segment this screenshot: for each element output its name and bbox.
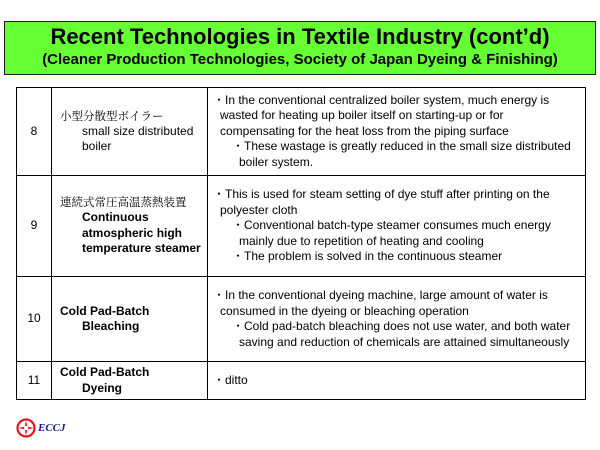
description-bullet: ・Conventional batch-type steamer consumes much energy mainly due to repetition of heating and cooling [232,218,551,248]
technology-description [208,176,586,277]
description-bullet: ・In the conventional dyeing machine, large amount of water is consumed in the dyeing or bleaching operation [213,288,548,318]
technology-name-en: Cold Pad-Batch [60,365,150,379]
table-row [17,176,586,277]
logo-text: ECCJ [38,422,66,434]
description-bullet: ・These wastage is greatly reduced in the small size distributed boiler system. [232,139,571,169]
technology-name-en: Dyeing [82,380,123,395]
technology-description [208,88,586,176]
technology-table [16,87,586,400]
row-number: 11 [17,362,52,400]
technology-description [208,362,586,400]
row-number: 10 [17,277,52,362]
row-number: 9 [17,176,52,277]
technology-name-en: Cold Pad-Batch [60,303,150,318]
page-subtitle: (Cleaner Production Technologies, Society of Japan Dyeing & Finishing) [42,51,558,68]
description-bullet: ・Cold pad-batch bleaching does not use water, and both water saving and reduction of chemicals are attained simultaneously [232,319,571,349]
table-row [17,88,586,176]
table-row [17,277,586,362]
technology-name-en: Bleaching [82,319,140,333]
title-banner [4,21,596,75]
table-row [17,362,586,400]
technology-description [208,277,586,362]
technology-name-cell [52,277,208,362]
technology-name-en: small size distributed boiler [82,123,194,153]
description-bullet: ・This is used for steam setting of dye stuff after printing on the polyester cloth [213,187,550,217]
technology-name-cell [52,362,208,400]
technology-name-cell [52,176,208,277]
technology-name-cell [52,88,208,176]
description-bullet: ・The problem is solved in the continuous steamer [232,249,503,264]
technology-name-jp: 連続式常圧高温蒸熱装置 [60,195,187,210]
description-bullet: ・ditto [213,372,248,387]
technology-name-jp: 小型分散型ボイラー [60,108,164,123]
eccj-logo [16,418,66,438]
row-number: 8 [17,88,52,176]
page-title: Recent Technologies in Textile Industry (cont’d) [50,24,550,49]
technology-name-en: Continuous atmospheric high temperature steamer [82,210,201,256]
description-bullet: ・In the conventional centralized boiler system, much energy is wasted for heating up boiler itself on starting-up or for compensating for the heat loss from the piping surface [213,92,550,138]
eccj-logo-icon [16,418,36,438]
